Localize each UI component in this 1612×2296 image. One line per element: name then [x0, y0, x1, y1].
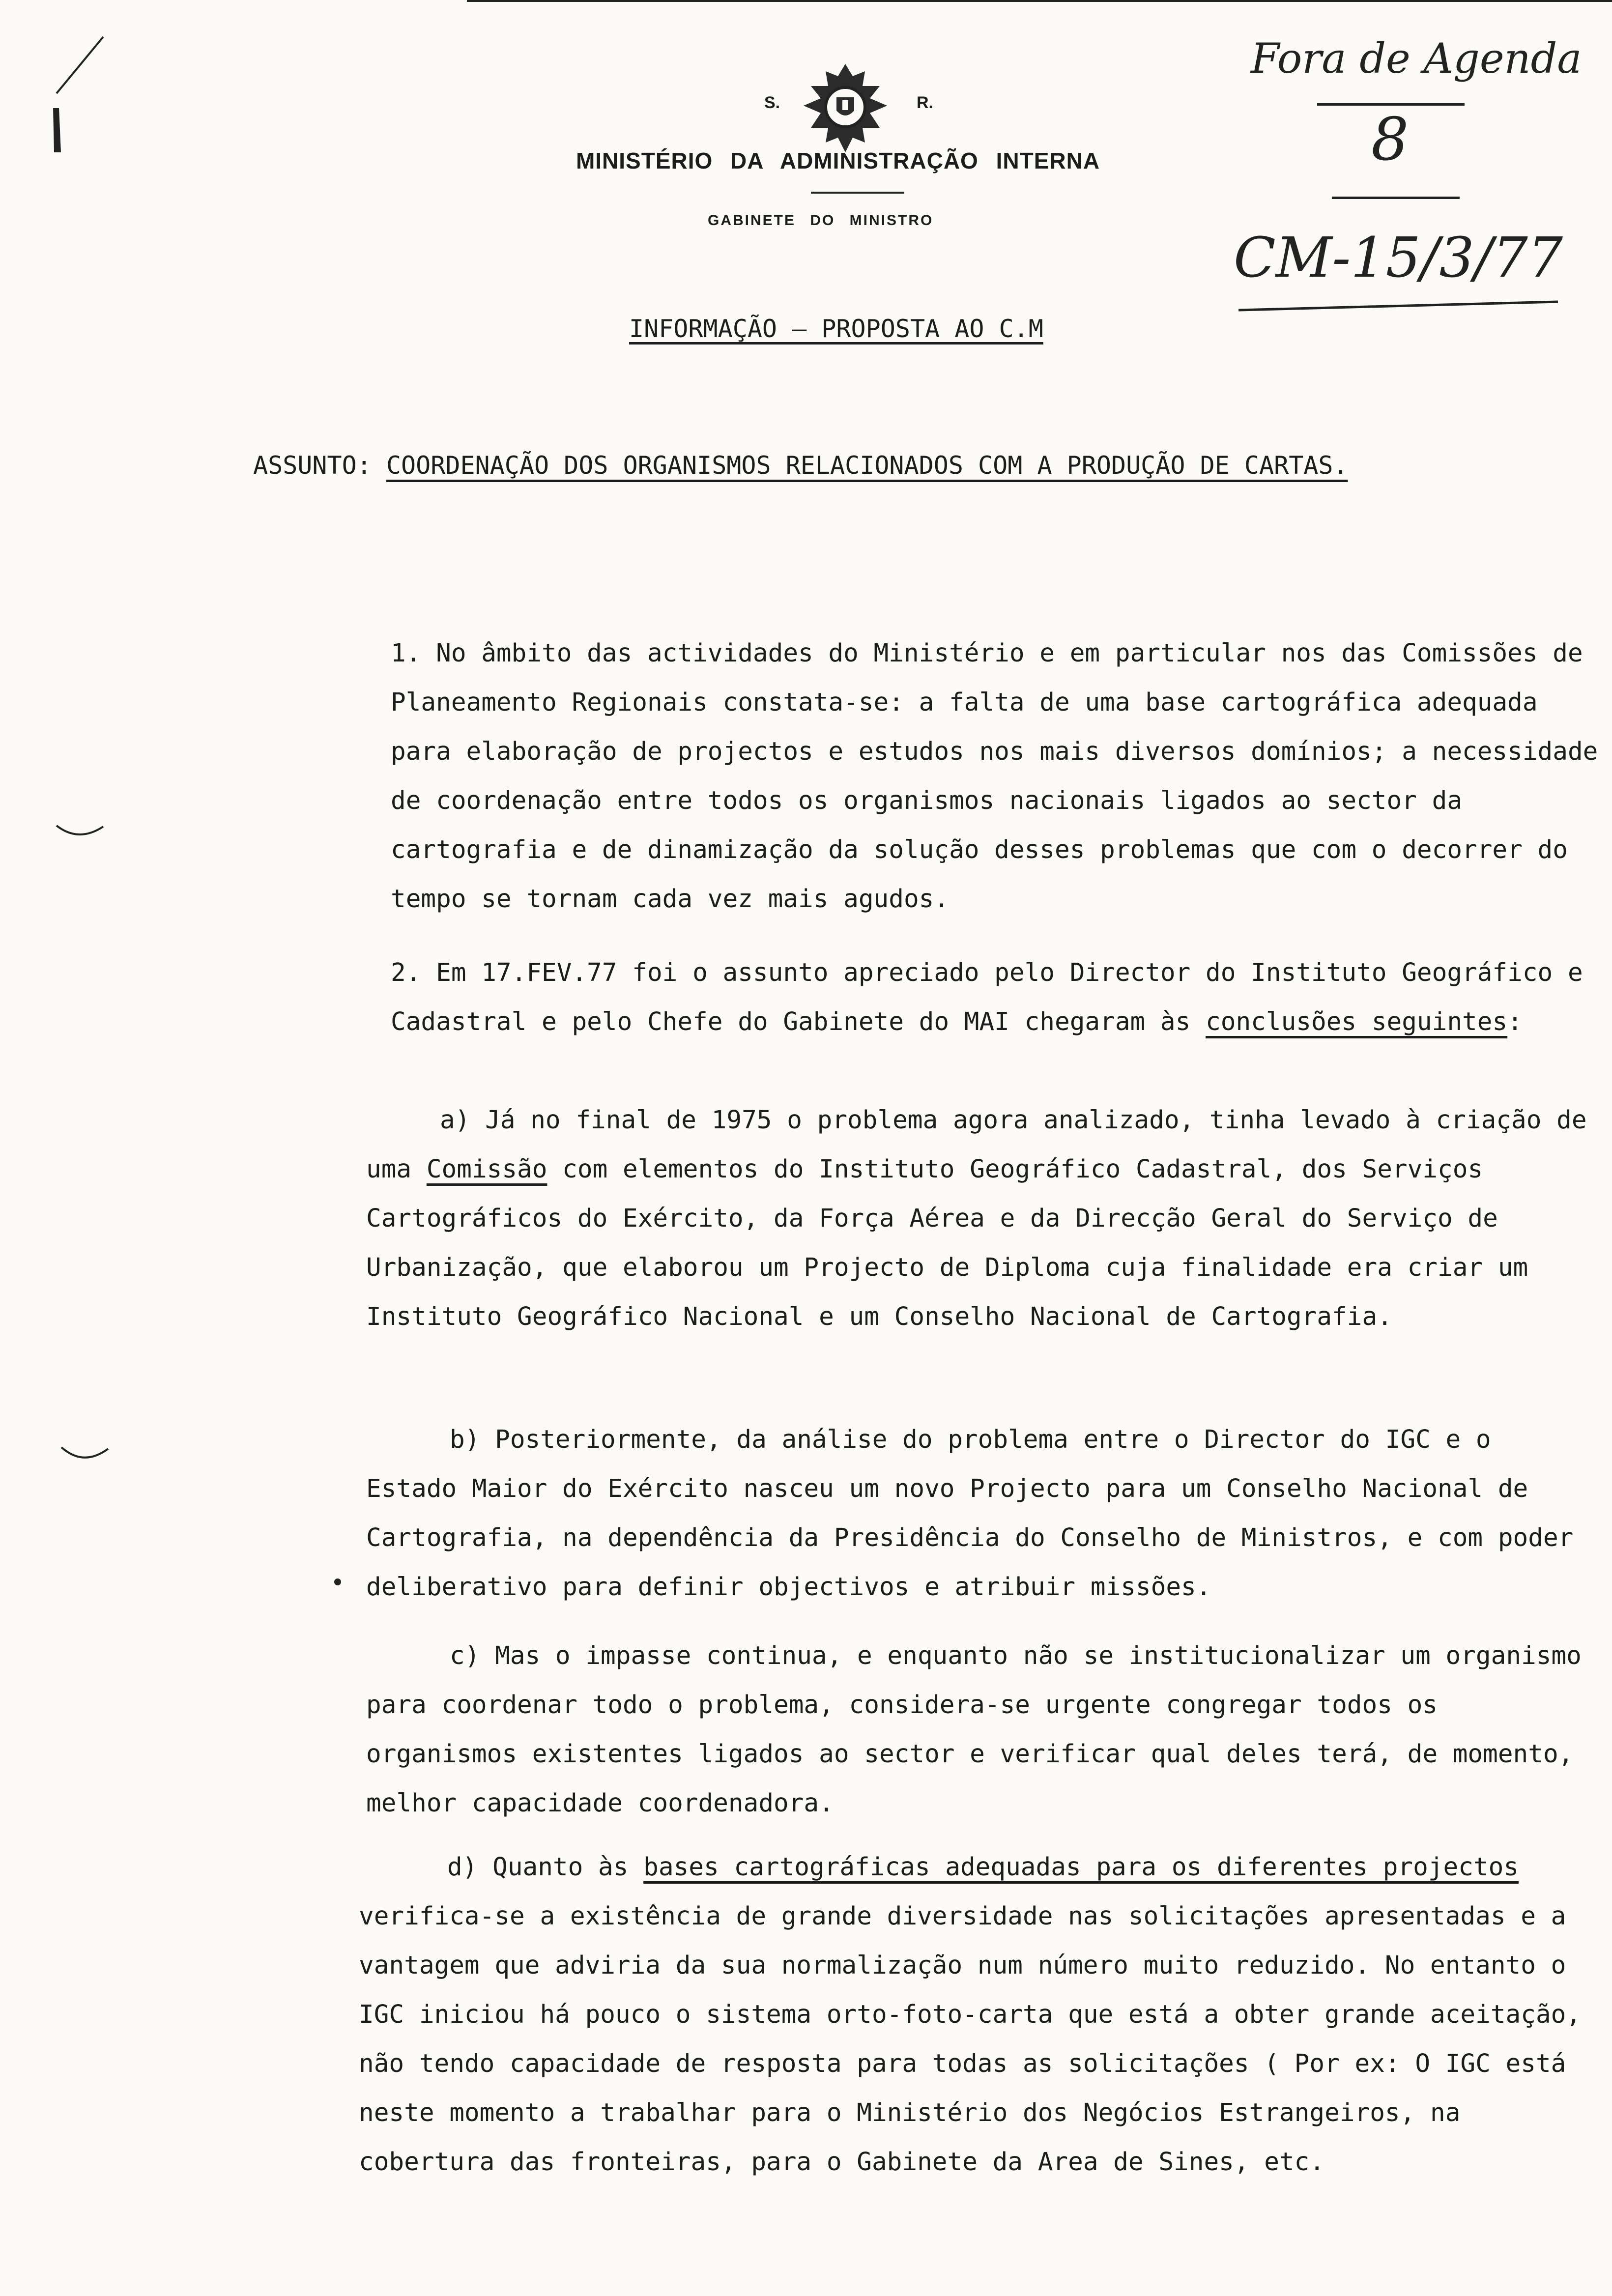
item-d-text — [359, 1843, 1602, 2187]
paragraph-2 — [246, 948, 1602, 1047]
item-d-underlined: bases cartográficas adequadas para os diferentes projectos — [643, 1853, 1519, 1882]
item-b — [366, 1415, 1595, 1612]
item-b-text: b) Posteriormente, da análise do problema entre o Director do IGC e o Estado Maior do Exército nasceu um novo Projecto para um Conselho Nacional de Cartografia, na dependência da Presidência do Conselho de Ministros, e com poder deliberativo para definir objectivos e atribuir missões. — [366, 1425, 1574, 1602]
item-a-text — [366, 1096, 1595, 1342]
subject-text: COORDENAÇÃO DOS ORGANISMOS RELACIONADOS COM A PRODUÇÃO DE CARTAS. — [386, 451, 1348, 480]
handwritten-rule-2 — [1332, 197, 1460, 199]
margin-bullet-mark — [334, 1578, 341, 1585]
seal-letter-r: R. — [917, 93, 933, 112]
handwritten-note: Fora de Agenda — [1251, 34, 1582, 83]
item-d-lead: d) Quanto às — [447, 1853, 644, 1882]
ministry-name: MINISTÉRIO DA ADMINISTRAÇÃO INTERNA — [576, 148, 1100, 173]
item-a-lead: a) Já no final de 1975 o problema agora analizado, tinha levado à criação de uma — [366, 1106, 1587, 1184]
document-title: INFORMAÇÃO – PROPOSTA AO C.M — [629, 315, 1043, 343]
paragraph-2-lead: 2. Em 17.FEV.77 foi o assunto apreciado pelo Director do Instituto Geográfico e Cadastral e pelo Chefe do Gabinete do MAI chegaram às — [391, 958, 1583, 1036]
item-a-rest: com elementos do Instituto Geográfico Cadastral, dos Serviços Cartográficos do Exército, da Força Aérea e da Direcção Geral do Serviço de Urbanização, que elaborou um Projecto de Diploma cuja finalidade era criar um Instituto Geográfico Nacional e um Conselho Nacional de Cartografia. — [366, 1155, 1528, 1331]
item-a — [366, 1096, 1595, 1342]
paragraph-2-end: : — [1507, 1007, 1523, 1036]
item-a-underlined: Comissão — [426, 1155, 547, 1184]
item-d — [359, 1843, 1602, 2187]
paragraph-1 — [246, 629, 1602, 924]
item-d-rest: verifica-se a existência de grande diversidade nas solicitações apresentadas e a vantagem que adviria da sua normalização num número muito reduzido. No entanto o IGC iniciou há pouco o sistema orto-foto-carta que está a obter grande aceitação, não tendo capacidade de resposta para todas as solicitações ( Por ex: O IGC está neste momento a trabalhar para o Ministério dos Negócios Estrangeiros, na cobertura das fronteiras, para o Gabinete da Area de Sines, etc. — [359, 1902, 1582, 2177]
margin-bracket-mark — [54, 816, 108, 845]
item-c — [366, 1632, 1595, 1828]
paragraph-2-underlined: conclusões seguintes — [1206, 1007, 1508, 1036]
seal-letter-s: S. — [764, 93, 780, 112]
subject-label: ASSUNTO: — [253, 451, 372, 480]
handwritten-reference: CM-15/3/77 — [1234, 226, 1563, 290]
subject-line — [253, 451, 1348, 480]
top-border-line — [467, 0, 1612, 7]
margin-bracket-mark-2 — [59, 1440, 113, 1469]
handwritten-agenda-number: 8 — [1371, 106, 1409, 174]
cabinet-name: GABINETE DO MINISTRO — [708, 212, 934, 229]
header-divider — [811, 192, 904, 194]
item-c-text: c) Mas o impasse continua, e enquanto não se institucionalizar um organismo para coordenar todo o problema, considera-se urgente congregar todos os organismos existentes ligados ao sector e verificar qual deles terá, de momento, melhor capacidade coordenadora. — [366, 1641, 1582, 1818]
coat-of-arms-icon — [796, 59, 894, 157]
paragraph-1-text: 1. No âmbito das actividades do Ministério e em particular nos das Comissões de Planeamento Regionais constata-se: a falta de uma base cartográfica adequada para elaboração de projectos e estudos nos mais diversos domínios; a necessidade de coordenação entre todos os organismos nacionais ligados ao sector da cartografia e de dinamização da solução desses problemas que com o decorrer do tempo se tornam cada vez mais agudos. — [391, 639, 1598, 914]
handwritten-rule-3 — [1238, 300, 1558, 311]
paragraph-2-text — [246, 948, 1602, 1047]
